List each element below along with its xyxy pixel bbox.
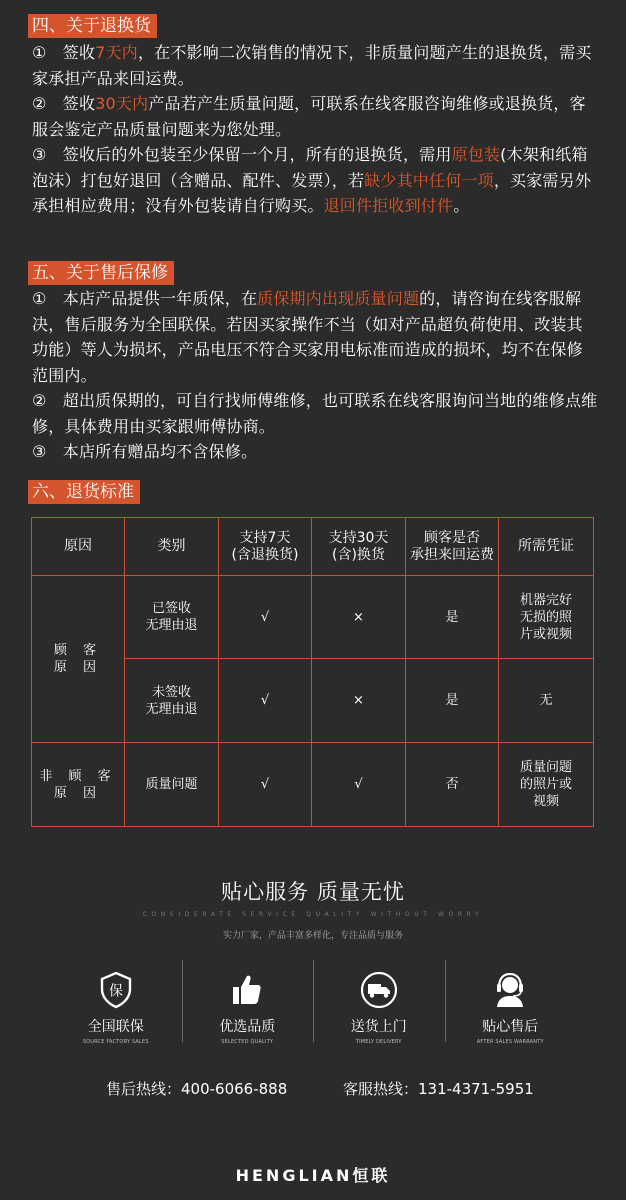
item-number: ③ bbox=[32, 145, 63, 164]
cross-mark-30day: × bbox=[312, 576, 406, 659]
reason-non-customer: 非 顾 客 原 因 bbox=[32, 743, 125, 827]
feature-label: 优选品质 bbox=[219, 1019, 276, 1035]
return-standard-table bbox=[31, 517, 594, 827]
highlighted-text: 30天内 bbox=[95, 94, 149, 113]
svg-text:保: 保 bbox=[108, 983, 123, 1000]
proof-cell: 质量问题 的照片或 视频 bbox=[499, 743, 594, 827]
proof-cell: 机器完好 无损的照 片或视频 bbox=[499, 576, 594, 659]
header-category: 类别 bbox=[125, 518, 219, 576]
header-shipping-fee: 顾客是否 承担来回运费 bbox=[406, 518, 499, 576]
policy-item bbox=[32, 91, 598, 142]
fee-cell: 是 bbox=[406, 576, 499, 659]
check-mark-7day: √ bbox=[219, 576, 312, 659]
policy-text: ，买家需另外承担相应费用；没有外包装请自行购买。 bbox=[32, 170, 592, 215]
footer-title: 贴心服务 质量无忧 bbox=[221, 880, 405, 904]
policy-item bbox=[32, 439, 598, 465]
highlighted-text: 退回件拒收到付件 bbox=[323, 196, 454, 215]
feature-label: 贴心售后 bbox=[482, 1019, 539, 1035]
policy-text: ，在不影响二次销售的情况下，非质量问题产生的退换货，需买家承担产品来回运费。 bbox=[32, 43, 592, 88]
headset-agent-icon bbox=[490, 970, 530, 1010]
customer-service-hotline: 客服热线：131-4371-5951 bbox=[343, 1080, 534, 1098]
feature-selected-quality bbox=[182, 958, 314, 1048]
check-mark-7day: √ bbox=[219, 743, 312, 827]
policy-text: 签收后的外包装至少保留一个月，所有的退换货，需用 bbox=[62, 145, 452, 164]
feature-after-sales bbox=[445, 958, 577, 1048]
check-mark-7day: √ bbox=[219, 659, 312, 743]
after-sales-hotline: 售后热线：400-6066-888 bbox=[106, 1080, 288, 1098]
policy-text: 签收 bbox=[62, 43, 96, 62]
category-cell: 质量问题 bbox=[125, 743, 219, 827]
item-number: ① bbox=[32, 289, 63, 308]
feature-label-en: SOURCE FACTORY SALES bbox=[82, 1039, 149, 1045]
brand-logo: HENGLIAN恒联 bbox=[235, 1166, 391, 1185]
thumbs-up-icon bbox=[227, 970, 267, 1010]
highlighted-text: 7天内 bbox=[95, 43, 138, 62]
section-heading-return-standard: 六、退货标准 bbox=[28, 480, 140, 504]
highlighted-text: 原包装 bbox=[451, 145, 501, 164]
highlighted-text: 缺少其中任何一项 bbox=[364, 170, 494, 190]
table-row bbox=[32, 576, 594, 659]
feature-delivery bbox=[313, 958, 445, 1048]
footer-subtitle: 实力厂家，产品丰富多样化，专注品质与服务 bbox=[222, 931, 403, 941]
feature-label-en: SELECTED QUALITY bbox=[221, 1039, 274, 1045]
policy-text: 本店所有赠品均不含保修。 bbox=[62, 442, 258, 461]
shield-bao-icon bbox=[96, 970, 136, 1010]
delivery-truck-icon bbox=[359, 970, 399, 1010]
policy-item bbox=[32, 388, 598, 439]
category-cell: 未签收 无理由退 bbox=[125, 659, 219, 743]
policy-text: 产品若产生质量问题，可联系在线客服咨询维修或退换货，客服会鉴定产品质量问题来为您处理。 bbox=[32, 94, 586, 139]
policy-text: 签收 bbox=[62, 94, 96, 113]
section-heading-warranty: 五、关于售后保修 bbox=[28, 261, 174, 285]
policy-item bbox=[32, 142, 598, 219]
item-number: ③ bbox=[32, 442, 63, 461]
reason-customer: 顾 客 原 因 bbox=[32, 576, 125, 743]
item-number: ② bbox=[32, 391, 63, 410]
service-features bbox=[50, 958, 576, 1048]
policy-text: 的，请咨询在线客服解决，售后服务为全国联保。若因买家操作不当（如对产品超负荷使用、改装其功能）等人为损坏，产品电压不符合买家用电标准而造成的损坏，均不在保修范围内。 bbox=[32, 289, 583, 385]
policy-text: 。 bbox=[453, 196, 470, 215]
feature-label-en: AFTER SALES WARRANTY bbox=[476, 1039, 544, 1045]
feature-label-en: TIMELY DELIVERY bbox=[355, 1039, 402, 1045]
policy-text: 超出质保期的，可自行找师傅维修，也可联系在线客服询问当地的维修点维修，具体费用由买家跟师傅协商。 bbox=[32, 391, 598, 436]
feature-label: 全国联保 bbox=[87, 1019, 144, 1035]
feature-nationwide-warranty bbox=[50, 958, 182, 1048]
table-row bbox=[32, 743, 594, 827]
check-mark-30day: √ bbox=[312, 743, 406, 827]
category-cell: 已签收 无理由退 bbox=[125, 576, 219, 659]
section-heading-returns: 四、关于退换货 bbox=[28, 14, 157, 38]
proof-cell: 无 bbox=[499, 659, 594, 743]
header-7day: 支持7天 (含退换货) bbox=[219, 518, 312, 576]
highlighted-text: 质保期内出现质量问题 bbox=[257, 289, 420, 308]
header-30day: 支持30天 (含)换货 bbox=[312, 518, 406, 576]
fee-cell: 否 bbox=[406, 743, 499, 827]
item-number: ② bbox=[32, 94, 63, 113]
item-number: ① bbox=[32, 43, 63, 62]
fee-cell: 是 bbox=[406, 659, 499, 743]
policy-text: (木架和纸箱泡沫）打包好退回（含赠品、配件、发票），若 bbox=[32, 145, 588, 190]
table-header-row bbox=[32, 518, 594, 576]
cross-mark-30day: × bbox=[312, 659, 406, 743]
returns-policy-text bbox=[32, 40, 598, 219]
policy-item bbox=[32, 286, 598, 388]
warranty-policy-text bbox=[32, 286, 598, 465]
policy-text: 本店产品提供一年质保，在 bbox=[62, 289, 258, 308]
header-reason: 原因 bbox=[32, 518, 125, 576]
header-proof: 所需凭证 bbox=[499, 518, 594, 576]
feature-label: 送货上门 bbox=[350, 1019, 407, 1035]
policy-item bbox=[32, 40, 598, 91]
footer-title-english: CONSIDERATE SERVICE QUALITY WITHOUT WORRY bbox=[142, 911, 484, 918]
